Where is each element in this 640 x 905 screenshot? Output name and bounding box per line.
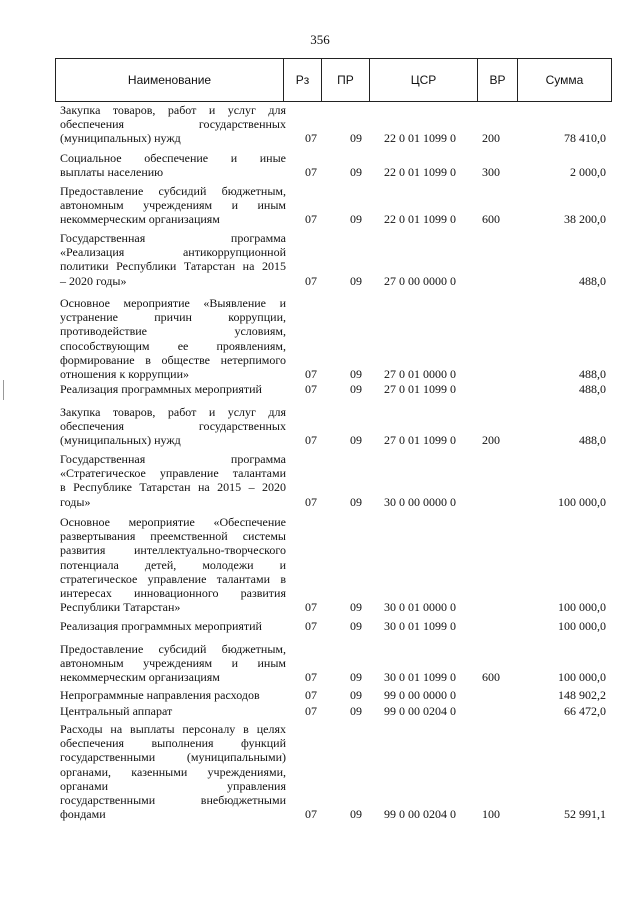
row-name: [60, 405, 286, 448]
row-rz: 07: [305, 807, 317, 822]
row-csr: 27 0 00 0000 0: [384, 273, 456, 288]
row-vr: 100: [482, 807, 500, 822]
row-name-line: Закупка товаров, работ и услуг для: [60, 405, 286, 419]
row-name-line: Основное мероприятие «Выявление и: [60, 296, 286, 310]
row-name-line: – 2020 годы»: [60, 273, 127, 288]
row-name: [60, 642, 286, 685]
row-name-line: политики Республики Татарстан на 2015: [60, 259, 286, 274]
table-row: [0, 231, 640, 288]
row-pr: 09: [350, 688, 362, 702]
row-name-line: Республики Татарстан»: [60, 600, 181, 615]
row-name-line: выплаты населению: [60, 165, 164, 180]
row-pr: 09: [350, 165, 362, 180]
row-sum: 52 991,1: [564, 807, 606, 822]
row-name-line: Закупка товаров, работ и услуг для: [60, 103, 286, 117]
row-csr: 30 0 01 1099 0: [384, 619, 456, 633]
row-name-line: развертывания преемственной системы: [60, 529, 286, 544]
row-vr: 200: [482, 433, 500, 448]
row-name: [60, 151, 286, 179]
row-name-line: государственными внебюджетными: [60, 793, 286, 808]
row-name-line: Предоставление субсидий бюджетным,: [60, 184, 286, 198]
row-name-line: стратегическое управление талантами в: [60, 571, 286, 586]
header-vr: ВР: [478, 59, 518, 101]
row-name-line: Основное мероприятие «Обеспечение: [60, 515, 286, 529]
row-csr: 27 0 01 1099 0: [384, 382, 456, 396]
header-rz: Рз: [284, 59, 322, 101]
row-name: [60, 704, 286, 718]
row-name-line: Государственная программа: [60, 231, 286, 245]
row-sum: 148 902,2: [558, 688, 606, 702]
row-sum: 488,0: [579, 367, 606, 381]
row-csr: 30 0 01 0000 0: [384, 600, 456, 615]
row-name-line: Предоставление субсидий бюджетным,: [60, 642, 286, 656]
header-csr: ЦСР: [370, 59, 478, 101]
row-sum: 100 000,0: [558, 619, 606, 633]
row-rz: 07: [305, 494, 317, 509]
table-row: [0, 722, 640, 821]
row-csr: 99 0 00 0204 0: [384, 807, 456, 822]
row-pr: 09: [350, 600, 362, 615]
row-vr: 600: [482, 670, 500, 685]
table-row: [0, 619, 640, 633]
row-rz: 07: [305, 670, 317, 685]
row-name-line: потенциала детей, молодежи и: [60, 557, 286, 572]
table-row: [0, 688, 640, 702]
row-vr: 200: [482, 131, 500, 146]
header-sum: Сумма: [545, 73, 584, 87]
row-csr: 99 0 00 0000 0: [384, 688, 456, 702]
row-name-line: способствующим ее проявлениям,: [60, 338, 286, 353]
row-pr: 09: [350, 212, 362, 227]
row-rz: 07: [305, 131, 317, 146]
row-name: [60, 452, 286, 509]
row-sum: 66 472,0: [564, 704, 606, 718]
row-pr: 09: [350, 367, 362, 381]
row-rz: 07: [305, 367, 317, 381]
row-name-line: обеспечения государственных: [60, 419, 286, 434]
row-rz: 07: [305, 212, 317, 227]
row-pr: 09: [350, 704, 362, 718]
row-name-line: фондами: [60, 807, 106, 822]
row-rz: 07: [305, 273, 317, 288]
row-name-line: развития интеллектуально-творческого: [60, 543, 286, 558]
row-name: [60, 382, 286, 396]
row-sum: 488,0: [579, 273, 606, 288]
row-sum: 488,0: [579, 433, 606, 448]
row-rz: 07: [305, 619, 317, 633]
row-name-line: противодействие условиям,: [60, 324, 286, 339]
row-name: [60, 688, 286, 702]
row-name-line: некоммерческим организациям: [60, 212, 220, 227]
row-sum: 100 000,0: [558, 670, 606, 685]
row-name-line: автономным учреждениям и иным: [60, 656, 286, 671]
row-rz: 07: [305, 165, 317, 180]
header-name: Наименование: [56, 59, 284, 101]
row-name-line: органами управления: [60, 778, 286, 793]
table-row: [0, 642, 640, 685]
table-row: [0, 515, 640, 614]
row-name-line: «Стратегическое управление талантами: [60, 466, 286, 481]
row-csr: 30 0 00 0000 0: [384, 494, 456, 509]
table-row: [0, 184, 640, 227]
row-name-line: «Реализация антикоррупционной: [60, 245, 286, 260]
row-name-line: некоммерческим организациям: [60, 670, 220, 685]
table-row: [0, 405, 640, 448]
row-pr: 09: [350, 433, 362, 448]
table-row: [0, 382, 640, 396]
row-csr: 22 0 01 1099 0: [384, 165, 456, 180]
row-sum: 2 000,0: [570, 165, 606, 180]
row-name-line: автономным учреждениям и иным: [60, 198, 286, 213]
row-name-line: годы»: [60, 494, 91, 509]
row-csr: 22 0 01 1099 0: [384, 212, 456, 227]
row-rz: 07: [305, 688, 317, 702]
header-pr: ПР: [322, 59, 370, 101]
row-name-line: обеспечения государственных: [60, 117, 286, 132]
row-vr: 300: [482, 165, 500, 180]
row-pr: 09: [350, 807, 362, 822]
row-vr: 600: [482, 212, 500, 227]
row-name: [60, 296, 286, 381]
page-number: 356: [310, 32, 330, 47]
row-name-line: Реализация программных мероприятий: [60, 619, 262, 633]
row-pr: 09: [350, 131, 362, 146]
row-name-line: Социальное обеспечение и иные: [60, 151, 286, 165]
row-sum: 488,0: [579, 382, 606, 396]
table-row: [0, 704, 640, 718]
row-csr: 27 0 01 0000 0: [384, 367, 456, 381]
row-name-line: Центральный аппарат: [60, 704, 173, 718]
row-rz: 07: [305, 382, 317, 396]
row-name-line: в Республике Татарстан на 2015 – 2020: [60, 480, 286, 495]
row-rz: 07: [305, 433, 317, 448]
row-name-line: отношения к коррупции»: [60, 367, 190, 382]
row-pr: 09: [350, 494, 362, 509]
row-name: [60, 619, 286, 633]
row-rz: 07: [305, 704, 317, 718]
row-name-line: Непрограммные направления расходов: [60, 688, 260, 702]
row-csr: 30 0 01 1099 0: [384, 670, 456, 685]
row-sum: 78 410,0: [564, 131, 606, 146]
row-name-line: (муниципальных) нужд: [60, 131, 181, 146]
table-row: [0, 103, 640, 146]
row-pr: 09: [350, 273, 362, 288]
row-sum: 100 000,0: [558, 600, 606, 615]
row-sum: 38 200,0: [564, 212, 606, 227]
row-rz: 07: [305, 600, 317, 615]
row-csr: 22 0 01 1099 0: [384, 131, 456, 146]
row-pr: 09: [350, 619, 362, 633]
row-name-line: Государственная программа: [60, 452, 286, 466]
row-name-line: интересах инновационного развития: [60, 586, 286, 601]
row-name-line: Расходы на выплаты персоналу в целях: [60, 722, 286, 736]
row-name: [60, 722, 286, 821]
table-header: [55, 58, 612, 102]
row-csr: 99 0 00 0204 0: [384, 704, 456, 718]
row-pr: 09: [350, 382, 362, 396]
row-csr: 27 0 01 1099 0: [384, 433, 456, 448]
row-name: [60, 103, 286, 146]
row-name-line: устранение причин коррупции,: [60, 310, 286, 325]
row-name-line: формирование в обществе нетерпимого: [60, 352, 286, 367]
row-name: [60, 231, 286, 288]
row-pr: 09: [350, 670, 362, 685]
row-sum: 100 000,0: [558, 494, 606, 509]
row-name-line: Реализация программных мероприятий: [60, 382, 262, 396]
row-name-line: государственными (муниципальными): [60, 750, 286, 765]
table-row: [0, 452, 640, 509]
row-name-line: (муниципальных) нужд: [60, 433, 181, 448]
row-name-line: обеспечения выполнения функций: [60, 736, 286, 751]
table-row: [0, 151, 640, 179]
row-name: [60, 184, 286, 227]
table-row: [0, 296, 640, 381]
row-name-line: органами, казенными учреждениями,: [60, 764, 286, 779]
row-name: [60, 515, 286, 614]
